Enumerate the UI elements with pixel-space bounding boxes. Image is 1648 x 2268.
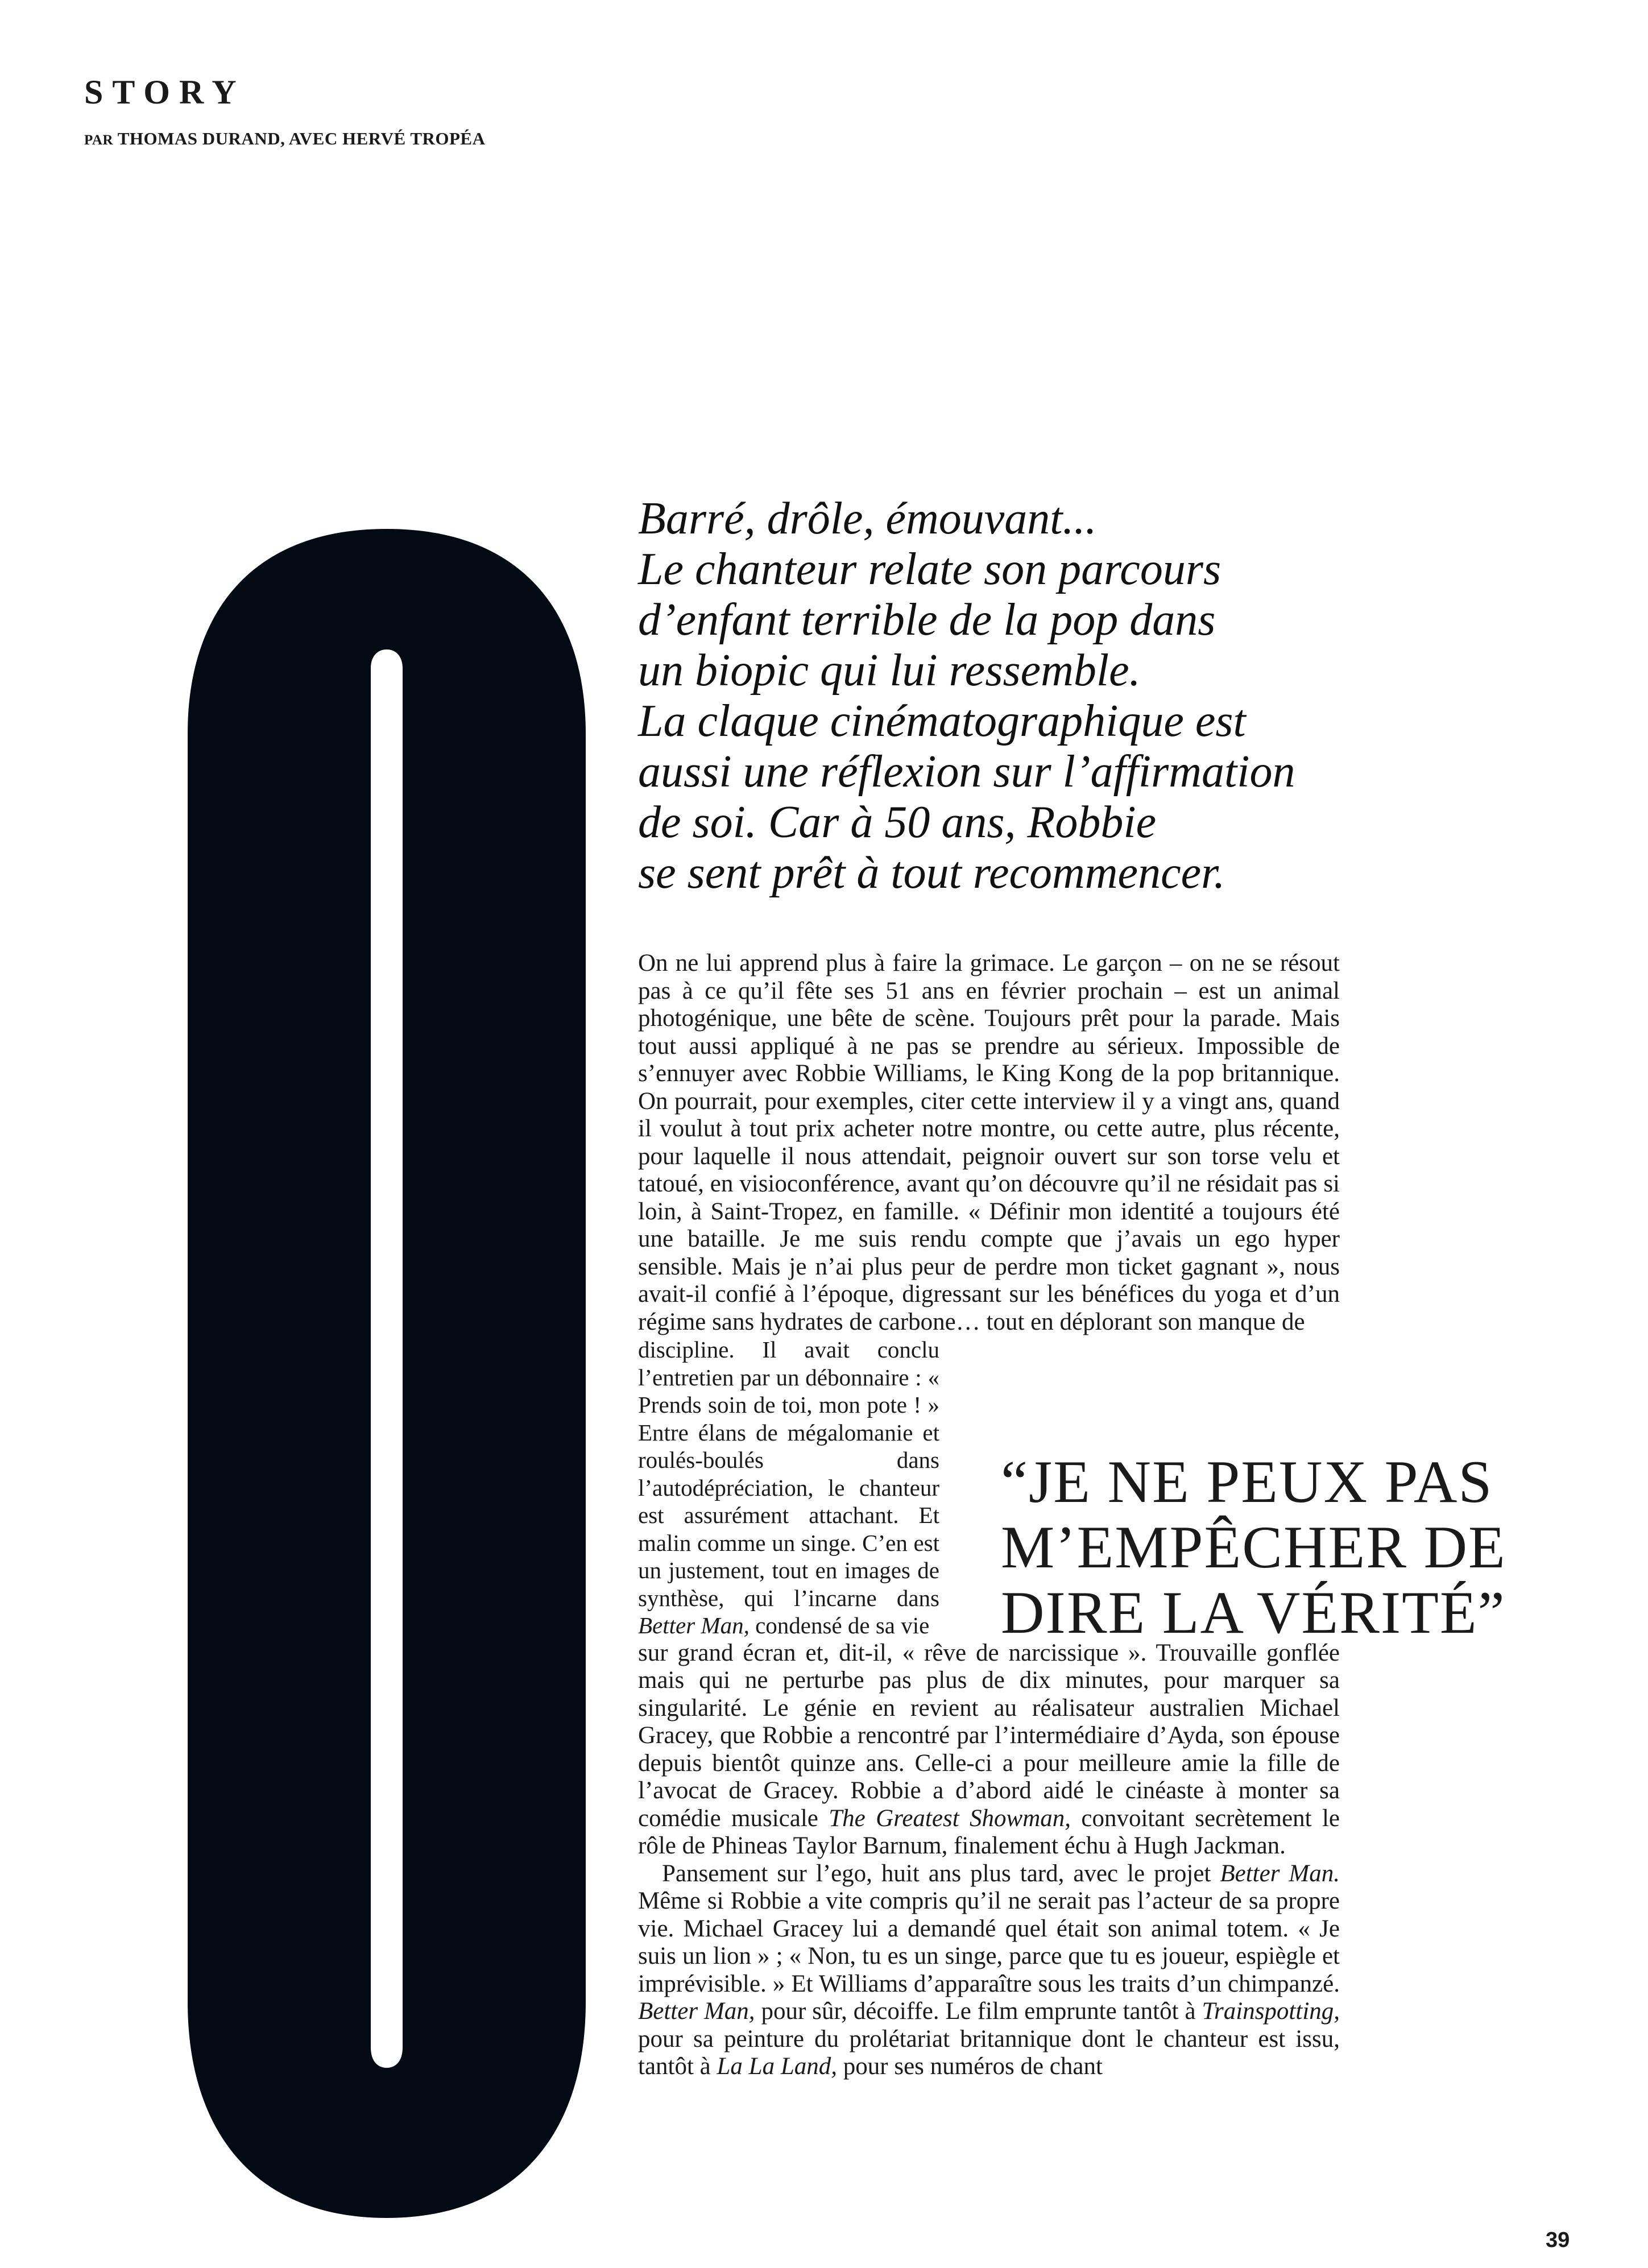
body-narrow-text: discipline. Il avait conclu l’entretien par un débonnaire : « Prends soin de toi, mon pote ! » Entre élans de mégalomanie et roulés-boulés dans l’autodépréciation, le chanteur est assurément attachant. Et malin comme un singe. C’en est un justement, tout en images de synthèse, qui l’incarne dans: [638, 1336, 939, 1611]
body-text-run: Pansement sur l’ego, huit ans plus tard, avec le projet: [662, 1860, 1211, 1887]
film-title: Better Man.: [1220, 1860, 1340, 1887]
pull-quote-line: M’EMPÊCHER DE: [1001, 1514, 1506, 1580]
byline-prefix: PAR: [84, 133, 114, 148]
standfirst: [638, 494, 1338, 899]
body-text-run: pour sûr, décoiffe. Le film emprunte tantôt à: [761, 1998, 1196, 2025]
standfirst-line: Barré, drôle, émouvant...: [638, 494, 1097, 544]
standfirst-line: d’enfant terrible de la pop dans: [638, 595, 1216, 645]
film-title: Better Man,: [638, 1612, 750, 1638]
body-text-run: pour ses numéros de chant: [843, 2053, 1103, 2080]
byline: [84, 129, 486, 149]
standfirst-line: La claque cinématographique est: [638, 696, 1246, 746]
body-text-run: Même si Robbie a vite compris qu’il ne serait pas l’acteur de sa propre vie. Michael Gracey lui a demandé quel était son animal totem. « Je suis un lion » ; « Non, tu es un singe, parce que tu es joueur, espiègle et imprévisible. » Et Williams d’apparaître sous les traits d’un chimpanzé.: [638, 1888, 1340, 1997]
standfirst-line: se sent prêt à tout recommencer.: [638, 848, 1225, 898]
body-intro: On ne lui apprend plus à faire la grimace. Le garçon – on ne se résout pas à ce qu’il fête ses 51 ans en février prochain – est un animal photogénique, une bête de scène. Toujours prêt pour la parade. Mais tout aussi appliqué à ne pas se prendre au sérieux. Impossible de s’ennuyer avec Robbie Williams, le King Kong de la pop britannique. On pourrait, pour exemples, citer cette interview il y a vingt ans, quand il voulut à tout prix acheter notre montre, ou cette autre, plus récente, pour laquelle il nous attendait, peignoir ouvert sur son torse velu et tatoué, en visioconférence, avant qu’on découvre qu’il ne résidait pas si loin, à Saint-Tropez, en famille. « Définir mon identité a toujours été une bataille. Je me suis rendu compte que j’avais un ego hyper sensible. Mais je n’ai plus peur de perdre mon ticket gagnant », nous avait-il confié à l’époque, digressant sur les bénéfices du yoga et d’un régime sans hydrates de carbone… tout en déplorant son manque de: [638, 950, 1340, 1335]
standfirst-line: aussi une réflexion sur l’affirmation: [638, 747, 1295, 797]
body-text-run: sur grand écran et, dit-il, « rêve de narcissique ». Trouvaille gonflée mais qui ne perturbe pas plus de dix minutes, pour marquer sa singularité. Le génie en revient au réalisateur australien Michael Gracey, que Robbie a rencontré par l’intermédiaire d’Ayda, son épouse depuis bientôt quinze ans. Celle-ci a pour meilleure amie la fille de l’avocat de Gracey. Robbie a d’abord aidé le cinéaste à monter sa comédie musicale: [638, 1639, 1340, 1832]
pull-quote-line: “JE NE PEUX PAS: [1001, 1448, 1493, 1515]
byline-authors: THOMAS DURAND, AVEC HERVÉ TROPÉA: [117, 129, 486, 148]
standfirst-line: Le chanteur relate son parcours: [638, 544, 1221, 594]
standfirst-line: un biopic qui lui ressemble.: [638, 645, 1141, 696]
pull-quote: [1001, 1448, 1506, 1646]
pull-quote-line: DIRE LA VÉRITÉ”: [1001, 1579, 1506, 1646]
film-title: La La Land,: [717, 2053, 838, 2080]
standfirst-line: de soi. Car à 50 ans, Robbie: [638, 797, 1157, 847]
film-title: The Greatest Showman,: [829, 1805, 1071, 1832]
film-title: Better Man,: [638, 1998, 755, 2025]
page-number: 39: [1546, 2228, 1570, 2252]
body-paragraph: [638, 950, 1340, 1336]
body-text-run: convoitant secrètement le rôle de Phineas Taylor Barnum, finalement échu à Hugh Jackman.: [638, 1805, 1340, 1859]
film-title: Trainspotting,: [1202, 1998, 1340, 2025]
drop-cap-o-shape: [188, 529, 586, 2218]
body-narrow-column: [638, 1336, 939, 1640]
body-paragraph: [638, 1860, 1340, 2081]
section-label: STORY: [84, 73, 246, 111]
body-text-run: pour sa peinture du prolétariat britannique dont le chanteur est issu, tantôt à: [638, 2025, 1340, 2080]
body-paragraph-continued: [638, 1640, 1340, 1860]
body-narrow-after: condensé de sa vie: [755, 1612, 930, 1638]
drop-cap-letter: [188, 529, 586, 2218]
